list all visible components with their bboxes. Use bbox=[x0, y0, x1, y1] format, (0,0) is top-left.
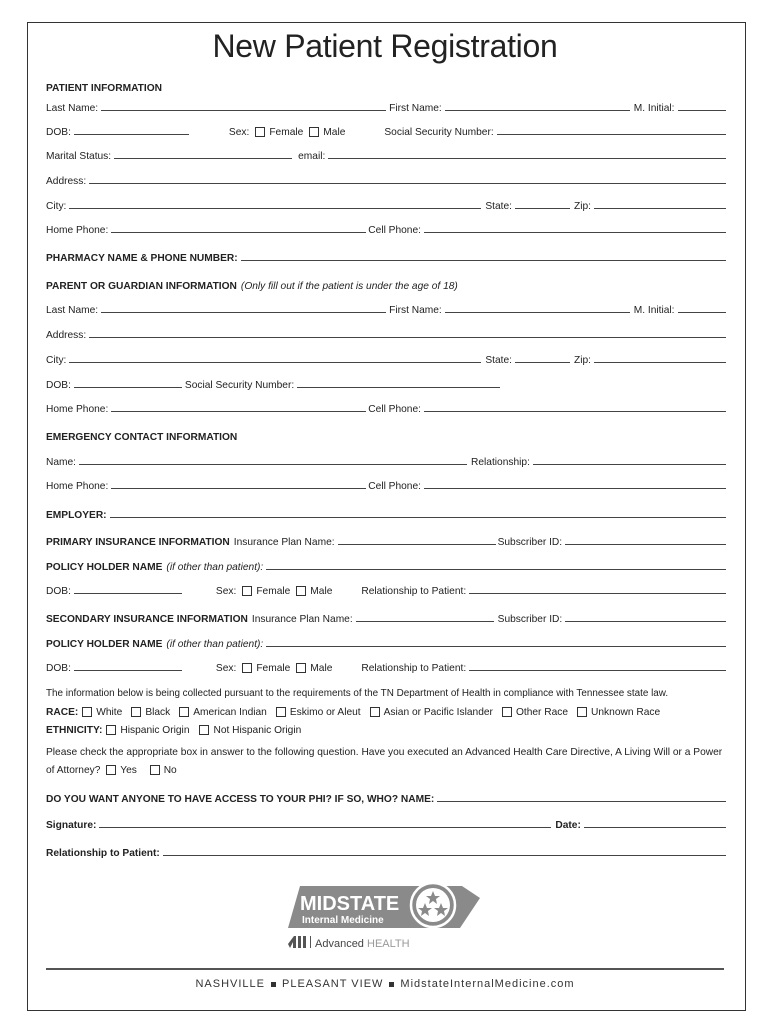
race-unknown-checkbox[interactable] bbox=[577, 707, 587, 717]
guardian-home-phone-field[interactable] bbox=[111, 411, 366, 412]
guardian-city-label: City: bbox=[46, 355, 67, 366]
guardian-address-field[interactable] bbox=[89, 337, 726, 338]
female-label: Female bbox=[269, 127, 304, 138]
section-heading-secondary: SECONDARY INSURANCE INFORMATION bbox=[46, 614, 248, 625]
footer-location-2: PLEASANT VIEW bbox=[281, 978, 384, 990]
state-label: State: bbox=[485, 201, 512, 212]
guardian-last-name-field[interactable] bbox=[101, 312, 386, 313]
directive-yes-checkbox[interactable] bbox=[106, 765, 116, 775]
advanced-health-mark bbox=[288, 936, 410, 950]
primary-female-label: Female bbox=[256, 586, 291, 597]
guardian-first-name-field[interactable] bbox=[445, 312, 630, 313]
directive-yes-label: Yes bbox=[120, 765, 137, 776]
race-other-label: Other Race bbox=[515, 707, 569, 718]
zip-field[interactable] bbox=[594, 208, 726, 209]
guardian-ssn-field[interactable] bbox=[297, 387, 500, 388]
ethnicity-label: ETHNICITY: bbox=[46, 725, 103, 736]
primary-policy-holder-field[interactable] bbox=[266, 569, 726, 570]
secondary-relationship-label: Relationship to Patient: bbox=[361, 663, 467, 674]
square-bullet-icon bbox=[389, 982, 394, 987]
emergency-heading-row bbox=[46, 427, 726, 443]
cell-phone-label: Cell Phone: bbox=[368, 225, 421, 236]
address-field[interactable] bbox=[89, 183, 726, 184]
primary-male-checkbox[interactable] bbox=[296, 586, 306, 596]
sex-label: Sex: bbox=[228, 127, 250, 138]
primary-policy-holder-label: POLICY HOLDER NAME bbox=[46, 562, 163, 573]
patient-address-row bbox=[46, 171, 726, 187]
pharmacy-label: PHARMACY NAME & PHONE NUMBER: bbox=[46, 253, 238, 264]
directive-question: Please check the appropriate box in answer to the following question. Have you executed an Advanced Health Care Directive, A Living Will or a Power of Attorney? bbox=[46, 747, 723, 776]
secondary-policy-row bbox=[46, 634, 726, 650]
secondary-male-checkbox[interactable] bbox=[296, 663, 306, 673]
employer-row bbox=[46, 505, 726, 521]
guardian-address-row bbox=[46, 325, 726, 341]
directive-no-label: No bbox=[163, 765, 177, 776]
address-label: Address: bbox=[46, 176, 87, 187]
race-black-checkbox[interactable] bbox=[131, 707, 141, 717]
ssn-field[interactable] bbox=[497, 134, 726, 135]
ethnicity-not-hispanic-label: Not Hispanic Origin bbox=[213, 725, 302, 736]
primary-male-label: Male bbox=[310, 586, 333, 597]
ssn-label: Social Security Number: bbox=[384, 127, 494, 138]
emergency-relationship-field[interactable] bbox=[533, 464, 726, 465]
guardian-m-initial-label: M. Initial: bbox=[633, 305, 675, 316]
guardian-city-row bbox=[46, 350, 726, 366]
last-name-field[interactable] bbox=[101, 110, 386, 111]
guardian-m-initial-field[interactable] bbox=[678, 312, 727, 313]
race-eskimo-checkbox[interactable] bbox=[276, 707, 286, 717]
race-white-label: White bbox=[96, 707, 123, 718]
primary-sex-label: Sex: bbox=[215, 586, 237, 597]
race-white-checkbox[interactable] bbox=[82, 707, 92, 717]
pharmacy-row bbox=[46, 248, 726, 264]
section-heading-emergency: EMERGENCY CONTACT INFORMATION bbox=[46, 432, 238, 443]
logo-name: MIDSTATE bbox=[300, 893, 400, 915]
race-asian-label: Asian or Pacific Islander bbox=[383, 707, 493, 718]
marital-field[interactable] bbox=[114, 158, 292, 159]
emergency-cell-phone-field[interactable] bbox=[424, 488, 726, 489]
guardian-first-name-label: First Name: bbox=[389, 305, 442, 316]
footer bbox=[0, 978, 770, 990]
dob-field[interactable] bbox=[74, 134, 189, 135]
first-name-field[interactable] bbox=[445, 110, 630, 111]
emergency-name-field[interactable] bbox=[79, 464, 467, 465]
signature-label: Signature: bbox=[46, 820, 97, 831]
primary-plan-label: Insurance Plan Name: bbox=[233, 537, 335, 548]
secondary-subscriber-label: Subscriber ID: bbox=[497, 614, 563, 625]
guardian-dob-label: DOB: bbox=[46, 380, 71, 391]
city-field[interactable] bbox=[69, 208, 481, 209]
section-heading-patient: PATIENT INFORMATION bbox=[46, 83, 163, 94]
logo-partner-a: Advanced bbox=[315, 938, 364, 950]
primary-insurance-row bbox=[46, 532, 726, 548]
first-name-label: First Name: bbox=[389, 103, 442, 114]
race-american-indian-checkbox[interactable] bbox=[179, 707, 189, 717]
guardian-cell-phone-label: Cell Phone: bbox=[368, 404, 421, 415]
home-phone-label: Home Phone: bbox=[46, 225, 109, 236]
secondary-insurance-row bbox=[46, 609, 726, 625]
patient-phone-row bbox=[46, 220, 726, 236]
secondary-subscriber-field[interactable] bbox=[565, 621, 726, 622]
emergency-name-label: Name: bbox=[46, 457, 77, 468]
male-checkbox[interactable] bbox=[309, 127, 319, 137]
guardian-ssn-label: Social Security Number: bbox=[184, 380, 295, 391]
primary-dob-row bbox=[46, 581, 726, 597]
m-initial-label: M. Initial: bbox=[633, 103, 675, 114]
race-black-label: Black bbox=[145, 707, 171, 718]
emergency-home-phone-label: Home Phone: bbox=[46, 481, 109, 492]
patient-city-row bbox=[46, 196, 726, 212]
section-heading-primary: PRIMARY INSURANCE INFORMATION bbox=[46, 537, 230, 548]
logo-partner-b: HEALTH bbox=[367, 938, 410, 950]
race-other-checkbox[interactable] bbox=[502, 707, 512, 717]
secondary-sex-label: Sex: bbox=[215, 663, 237, 674]
secondary-female-checkbox[interactable] bbox=[242, 663, 252, 673]
employer-label: EMPLOYER: bbox=[46, 510, 107, 521]
secondary-dob-row bbox=[46, 658, 726, 674]
secondary-dob-field[interactable] bbox=[74, 670, 182, 671]
guardian-last-name-label: Last Name: bbox=[46, 305, 99, 316]
state-field[interactable] bbox=[515, 208, 570, 209]
patient-marital-row bbox=[46, 146, 726, 162]
secondary-female-label: Female bbox=[256, 663, 291, 674]
email-field[interactable] bbox=[328, 158, 726, 159]
guardian-home-phone-label: Home Phone: bbox=[46, 404, 109, 415]
primary-dob-field[interactable] bbox=[74, 593, 182, 594]
signature-row bbox=[46, 815, 726, 831]
primary-policy-row bbox=[46, 557, 726, 573]
secondary-dob-label: DOB: bbox=[46, 663, 71, 674]
secondary-policy-holder-label: POLICY HOLDER NAME bbox=[46, 639, 163, 650]
ethnicity-hispanic-label: Hispanic Origin bbox=[120, 725, 190, 736]
ethnicity-row bbox=[46, 720, 726, 736]
emergency-cell-phone-label: Cell Phone: bbox=[368, 481, 421, 492]
phi-name-field[interactable] bbox=[437, 801, 726, 802]
guardian-name-row bbox=[46, 300, 726, 316]
secondary-policy-note: (if other than patient): bbox=[166, 639, 264, 650]
guardian-dob-field[interactable] bbox=[74, 387, 182, 388]
patient-name-row bbox=[46, 98, 726, 114]
guardian-state-field[interactable] bbox=[515, 362, 570, 363]
emergency-relationship-label: Relationship: bbox=[471, 457, 530, 468]
race-row bbox=[46, 702, 726, 718]
primary-policy-note: (if other than patient): bbox=[166, 562, 264, 573]
last-name-label: Last Name: bbox=[46, 103, 99, 114]
race-asian-checkbox[interactable] bbox=[370, 707, 380, 717]
pharmacy-field[interactable] bbox=[241, 260, 726, 261]
primary-subscriber-label: Subscriber ID: bbox=[497, 537, 563, 548]
primary-subscriber-field[interactable] bbox=[565, 544, 726, 545]
m-initial-field[interactable] bbox=[678, 110, 727, 111]
emergency-home-phone-field[interactable] bbox=[111, 488, 366, 489]
page-title: New Patient Registration bbox=[212, 28, 558, 64]
primary-plan-field[interactable] bbox=[338, 544, 496, 545]
signature-field[interactable] bbox=[99, 827, 551, 828]
demographics-intro: The information below is being collected pursuant to the requirements of the TN Department of Health in compliance with Tennessee state law. bbox=[46, 688, 669, 699]
zip-label: Zip: bbox=[574, 201, 591, 212]
guardian-phone-row bbox=[46, 399, 726, 415]
city-label: City: bbox=[46, 201, 67, 212]
guardian-state-label: State: bbox=[485, 355, 512, 366]
secondary-policy-holder-field[interactable] bbox=[266, 646, 726, 647]
signature-relationship-field[interactable] bbox=[163, 855, 726, 856]
secondary-plan-field[interactable] bbox=[356, 621, 494, 622]
ethnicity-hispanic-checkbox[interactable] bbox=[106, 725, 116, 735]
phi-label: DO YOU WANT ANYONE TO HAVE ACCESS TO YOUR PHI? IF SO, WHO? NAME: bbox=[46, 794, 435, 805]
footer-location-1: NASHVILLE bbox=[195, 978, 265, 990]
primary-relationship-label: Relationship to Patient: bbox=[361, 586, 467, 597]
emergency-phone-row bbox=[46, 476, 726, 492]
guardian-zip-field[interactable] bbox=[594, 362, 726, 363]
secondary-plan-label: Insurance Plan Name: bbox=[251, 614, 353, 625]
dob-label: DOB: bbox=[46, 127, 71, 138]
email-label: email: bbox=[298, 151, 326, 162]
guardian-dob-row bbox=[46, 375, 726, 391]
secondary-relationship-field[interactable] bbox=[469, 670, 726, 671]
section-heading-guardian: PARENT OR GUARDIAN INFORMATION bbox=[46, 281, 237, 292]
guardian-address-label: Address: bbox=[46, 330, 87, 341]
emergency-name-row bbox=[46, 452, 726, 468]
phi-row bbox=[46, 789, 726, 805]
guardian-city-field[interactable] bbox=[69, 362, 481, 363]
guardian-zip-label: Zip: bbox=[574, 355, 591, 366]
patient-dob-row bbox=[46, 122, 726, 138]
directive-no-checkbox[interactable] bbox=[150, 765, 160, 775]
signature-relationship-label: Relationship to Patient: bbox=[46, 848, 160, 859]
male-label: Male bbox=[323, 127, 346, 138]
date-label: Date: bbox=[555, 820, 581, 831]
race-unknown-label: Unknown Race bbox=[591, 707, 661, 718]
primary-dob-label: DOB: bbox=[46, 586, 71, 597]
midstate-logo bbox=[282, 878, 492, 958]
primary-female-checkbox[interactable] bbox=[242, 586, 252, 596]
race-american-indian-label: American Indian bbox=[193, 707, 267, 718]
demographics-intro-row bbox=[46, 683, 726, 699]
logo-sub: Internal Medicine bbox=[302, 915, 384, 926]
date-field[interactable] bbox=[584, 827, 726, 828]
secondary-male-label: Male bbox=[310, 663, 333, 674]
cell-phone-field[interactable] bbox=[424, 232, 726, 233]
ethnicity-not-hispanic-checkbox[interactable] bbox=[199, 725, 209, 735]
guardian-note: (Only fill out if the patient is under the age of 18) bbox=[240, 281, 458, 292]
guardian-cell-phone-field[interactable] bbox=[424, 411, 726, 412]
marital-label: Marital Status: bbox=[46, 151, 112, 162]
home-phone-field[interactable] bbox=[111, 232, 366, 233]
guardian-heading-row bbox=[46, 276, 726, 292]
race-eskimo-label: Eskimo or Aleut bbox=[289, 707, 361, 718]
primary-relationship-field[interactable] bbox=[469, 593, 726, 594]
female-checkbox[interactable] bbox=[255, 127, 265, 137]
footer-rule bbox=[46, 968, 724, 970]
race-label: RACE: bbox=[46, 707, 79, 718]
signature-relationship-row bbox=[46, 843, 726, 859]
footer-website: MidstateInternalMedicine.com bbox=[400, 978, 575, 990]
square-bullet-icon bbox=[271, 982, 276, 987]
employer-field[interactable] bbox=[110, 517, 726, 518]
patient-heading-row bbox=[46, 78, 726, 94]
directive-block bbox=[46, 744, 728, 780]
